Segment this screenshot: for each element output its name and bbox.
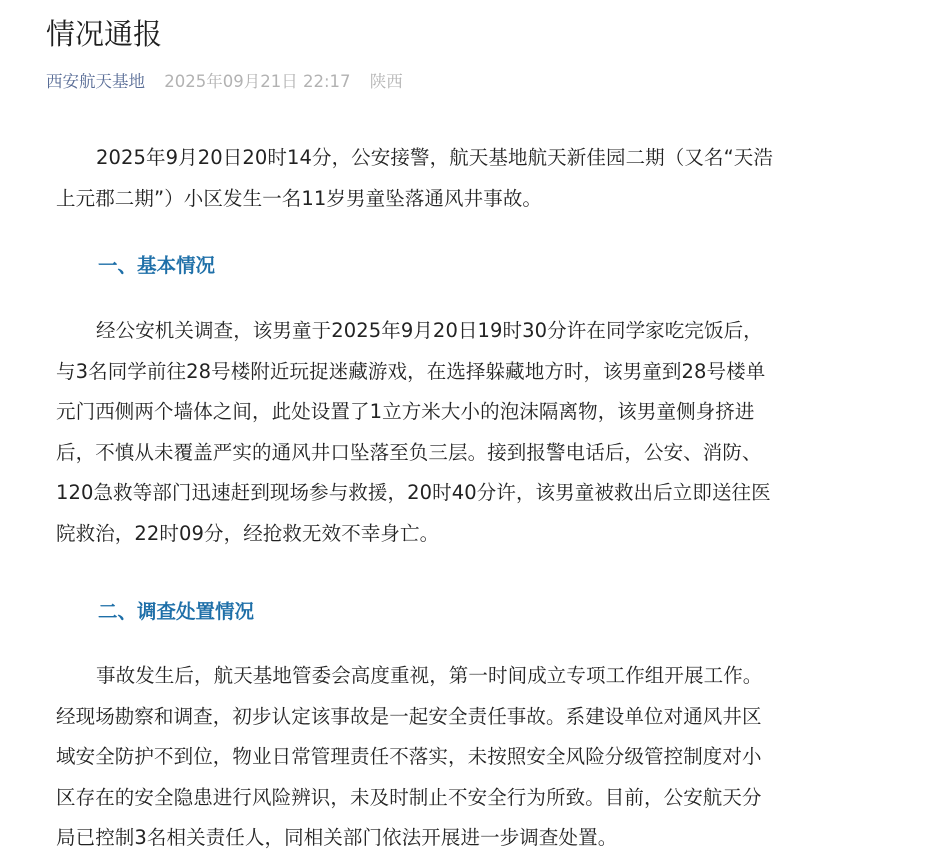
paragraph-line: 上元郡二期”）小区发生一名11岁男童坠落通风井事故。	[56, 186, 543, 210]
section2-paragraph	[56, 656, 890, 859]
section-heading-investigation: 二、调查处置情况	[98, 600, 255, 623]
paragraph-line: 区存在的安全隐患进行风险辨识，未及时制止不安全行为所致。目前，公安航天分	[56, 785, 762, 809]
page-title: 情况通报	[46, 17, 163, 51]
account-name-link[interactable]: 西安航天基地	[46, 72, 145, 91]
paragraph-line: 经公安机关调查，该男童于2025年9月20日19时30分许在同学家吃完饭后，	[96, 319, 763, 342]
region-label: 陕西	[369, 72, 403, 91]
section-heading-basic: 一、基本情况	[98, 254, 216, 277]
paragraph-line: 元门西侧两个墙体之间，此处设置了1立方米大小的泡沫隔离物，该男童侧身挤进	[56, 400, 755, 423]
publish-time: 2025年09月21日 22:17	[164, 72, 351, 91]
intro-paragraph	[56, 138, 890, 219]
paragraph-line: 120急救等部门迅速赶到现场参与救援，20时40分许，该男童被救出后立即送往医	[56, 481, 771, 504]
paragraph-line: 与3名同学前往28号楼附近玩捉迷藏游戏，在选择躲藏地方时，该男童到28号楼单	[56, 359, 766, 383]
paragraph-line: 院救治，22时09分，经抢救无效不幸身亡。	[56, 521, 440, 545]
paragraph-line: 2025年9月20日20时14分，公安接警，航天基地航天新佳园二期（又名“天浩	[96, 146, 773, 169]
section1-paragraph	[56, 311, 890, 554]
article-meta	[46, 70, 403, 94]
paragraph-line: 经现场勘察和调查，初步认定该事故是一起安全责任事故。系建设单位对通风井区	[56, 704, 762, 728]
paragraph-line: 局已控制3名相关责任人，同相关部门依法开展进一步调查处置。	[56, 826, 618, 849]
paragraph-line: 事故发生后，航天基地管委会高度重视，第一时间成立专项工作组开展工作。	[96, 664, 763, 687]
paragraph-line: 域安全防护不到位，物业日常管理责任不落实，未按照安全风险分级管控制度对小	[56, 745, 762, 768]
paragraph-line: 后，不慎从未覆盖严实的通风井口坠落至负三层。接到报警电话后，公安、消防、	[56, 440, 762, 464]
